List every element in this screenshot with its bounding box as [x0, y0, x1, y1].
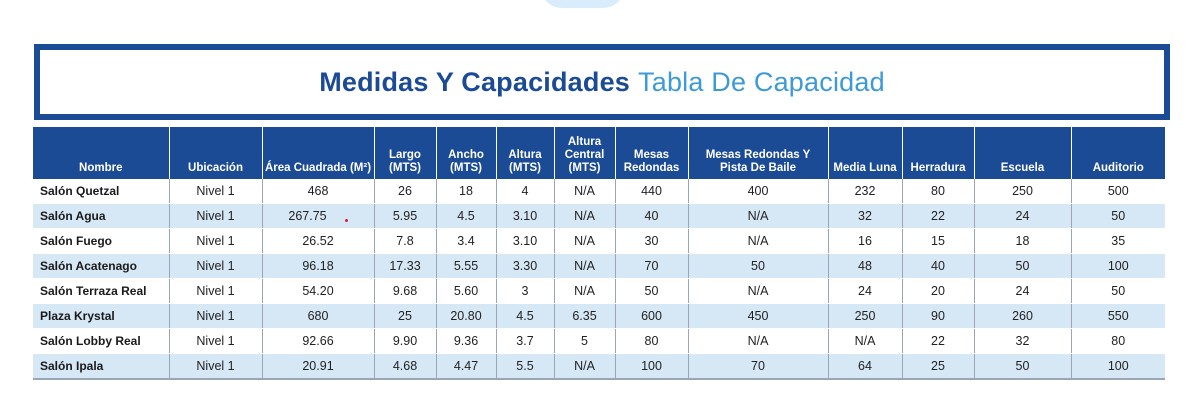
cell-text: 25	[398, 309, 412, 323]
cell-text: 50	[644, 284, 659, 298]
column-header: Ubicación	[169, 127, 262, 179]
cell-text: 250	[1012, 184, 1033, 198]
table-cell	[615, 179, 688, 204]
table-cell	[828, 254, 902, 279]
cell-text: 4.68	[392, 359, 418, 373]
cell-text: 3	[521, 284, 529, 298]
cell-text: 17.33	[389, 259, 421, 273]
table-cell	[615, 204, 688, 229]
table-cell	[828, 329, 902, 354]
table-cell	[554, 304, 615, 329]
cell-text: 4.47	[453, 359, 479, 373]
table-cell	[828, 354, 902, 380]
table-cell	[688, 204, 828, 229]
cell-text: 20.91	[302, 359, 334, 373]
table-cell	[688, 254, 828, 279]
cell-text: 20.80	[450, 309, 482, 323]
cell-text: 5.55	[453, 259, 479, 273]
table-cell	[974, 229, 1071, 254]
table-cell	[554, 254, 615, 279]
cell-text: 5.60	[453, 284, 479, 298]
table-cell	[1071, 229, 1165, 254]
cell-text: 50	[1015, 259, 1030, 273]
table-cell	[436, 254, 496, 279]
table-cell	[974, 304, 1071, 329]
cell-text: 70	[751, 359, 765, 373]
decorative-shape	[540, 0, 625, 8]
cell-text: 9.68	[392, 284, 418, 298]
table-row	[33, 304, 1165, 329]
cell-text: 468	[307, 184, 329, 198]
table-cell	[974, 254, 1071, 279]
cell-text: Nivel 1	[196, 259, 235, 273]
cell-text: 16	[858, 234, 872, 248]
table-cell	[1071, 329, 1165, 354]
cell-text: N/A	[747, 284, 769, 298]
table-cell	[554, 204, 615, 229]
cell-text: 3.4	[457, 234, 475, 248]
column-header: Escuela	[974, 127, 1071, 179]
cell-text: 4.5	[457, 209, 475, 223]
table-cell	[1071, 279, 1165, 304]
table-cell	[436, 204, 496, 229]
table-cell	[436, 229, 496, 254]
table-cell	[554, 229, 615, 254]
table-cell	[902, 354, 974, 380]
column-header: Nombre	[33, 127, 169, 179]
table-cell	[169, 304, 262, 329]
table-header-row	[33, 127, 1165, 179]
cell-text: 5.5	[516, 359, 534, 373]
table-cell	[436, 354, 496, 380]
table-cell	[169, 279, 262, 304]
table-cell	[262, 229, 374, 254]
table-cell	[615, 329, 688, 354]
cell-text: 100	[1107, 359, 1129, 373]
table-cell	[374, 279, 436, 304]
cell-text: Salón Acatenago	[40, 259, 137, 273]
cell-text: 50	[1015, 359, 1030, 373]
table-cell	[688, 229, 828, 254]
table-cell	[688, 179, 828, 204]
title-banner	[34, 44, 1170, 120]
cell-text: 3.10	[512, 209, 538, 223]
table-cell	[974, 204, 1071, 229]
table-cell	[1071, 254, 1165, 279]
table-cell	[688, 329, 828, 354]
title-bold: Medidas Y Capacidades	[319, 66, 631, 97]
table-cell	[615, 254, 688, 279]
cell-text: 30	[644, 234, 659, 248]
table-cell	[615, 304, 688, 329]
cell-text: Nivel 1	[196, 334, 235, 348]
cell-text: 9.36	[453, 334, 479, 348]
table-cell	[554, 179, 615, 204]
table-body	[33, 179, 1165, 379]
cell-text: 92.66	[302, 334, 334, 348]
table-cell	[436, 304, 496, 329]
cell-text: 4	[521, 184, 529, 198]
capacity-table-container	[33, 127, 1165, 380]
room-name-cell	[33, 229, 169, 254]
column-header: Área Cuadrada (M²)	[262, 127, 374, 179]
cell-text: N/A	[854, 334, 876, 348]
table-cell	[496, 304, 554, 329]
column-header: Ancho (MTS)	[436, 127, 496, 179]
table-cell	[374, 254, 436, 279]
cell-text: N/A	[747, 234, 769, 248]
cell-text: 440	[641, 184, 662, 198]
column-header: Altura Central (MTS)	[554, 127, 615, 179]
table-cell	[262, 304, 374, 329]
cell-text: 500	[1107, 184, 1129, 198]
room-name-cell	[33, 279, 169, 304]
table-cell	[374, 304, 436, 329]
cell-text: 18	[459, 184, 473, 198]
cell-text: Salón Ipala	[40, 359, 104, 373]
cell-text: 267.75	[288, 209, 327, 223]
table-cell	[828, 204, 902, 229]
table-cell	[688, 354, 828, 380]
table-cell	[974, 279, 1071, 304]
cell-text: Nivel 1	[196, 284, 235, 298]
table-cell	[1071, 179, 1165, 204]
table-cell	[974, 329, 1071, 354]
table-cell	[902, 279, 974, 304]
cell-text: Nivel 1	[196, 309, 235, 323]
cell-text: 50	[1111, 284, 1126, 298]
table-cell	[974, 354, 1071, 380]
cell-text: 22	[931, 334, 945, 348]
table-cell	[974, 179, 1071, 204]
cell-text: 24	[1015, 209, 1030, 223]
cell-text: 80	[931, 184, 945, 198]
table-row	[33, 354, 1165, 380]
table-cell	[902, 304, 974, 329]
cell-text: 24	[858, 284, 872, 298]
cell-text: 3.10	[512, 234, 538, 248]
cell-text: 64	[858, 359, 872, 373]
table-cell	[688, 279, 828, 304]
table-row	[33, 254, 1165, 279]
cell-text: 80	[1111, 334, 1126, 348]
table-cell	[902, 329, 974, 354]
cell-text: N/A	[574, 234, 595, 248]
cell-text: Nivel 1	[196, 234, 235, 248]
table-cell	[496, 204, 554, 229]
table-cell	[902, 254, 974, 279]
cell-text: 26.52	[302, 234, 334, 248]
cell-text: 24	[1015, 284, 1030, 298]
cell-text: Nivel 1	[196, 184, 235, 198]
table-cell	[436, 179, 496, 204]
table-cell	[262, 179, 374, 204]
cell-text: 50	[1111, 209, 1126, 223]
cell-text: 260	[1012, 309, 1033, 323]
table-cell	[436, 279, 496, 304]
cell-text: 5	[581, 334, 588, 348]
table-cell	[1071, 354, 1165, 380]
cell-text: 400	[747, 184, 769, 198]
cell-text: N/A	[574, 259, 595, 273]
cell-text: 6.35	[572, 309, 597, 323]
table-cell	[169, 329, 262, 354]
table-cell	[169, 204, 262, 229]
cell-text: 100	[641, 359, 662, 373]
table-cell	[496, 254, 554, 279]
room-name-cell	[33, 204, 169, 229]
room-name-cell	[33, 354, 169, 380]
table-cell	[554, 354, 615, 380]
cell-text: Salón Fuego	[40, 234, 112, 248]
table-cell	[374, 354, 436, 380]
room-name-cell	[33, 179, 169, 204]
table-cell	[828, 179, 902, 204]
cell-text: 54.20	[302, 284, 334, 298]
column-header: Mesas Redondas Y Pista De Baile	[688, 127, 828, 179]
cell-text: 7.8	[396, 234, 414, 248]
cell-text: 40	[644, 209, 659, 223]
table-cell	[688, 304, 828, 329]
cell-text: 50	[751, 259, 765, 273]
cell-text: 4.5	[516, 309, 534, 323]
cell-text: 250	[854, 309, 876, 323]
table-row	[33, 329, 1165, 354]
table-cell	[902, 179, 974, 204]
room-name-cell	[33, 254, 169, 279]
cell-text: 96.18	[302, 259, 334, 273]
room-name-cell	[33, 329, 169, 354]
table-cell	[374, 179, 436, 204]
column-header: Auditorio	[1071, 127, 1165, 179]
title-light: Tabla De Capacidad	[638, 66, 885, 97]
cell-text: 5.95	[392, 209, 418, 223]
table-cell	[374, 229, 436, 254]
cell-text: 680	[307, 309, 329, 323]
table-row	[33, 229, 1165, 254]
table-cell	[902, 229, 974, 254]
cell-text: N/A	[747, 334, 769, 348]
cell-text: 600	[641, 309, 662, 323]
cell-text: Salón Agua	[40, 209, 106, 223]
column-header: Herradura	[902, 127, 974, 179]
table-cell	[902, 204, 974, 229]
cell-text: 25	[931, 359, 945, 373]
page-title	[319, 67, 885, 98]
cell-text: 35	[1111, 234, 1126, 248]
table-cell	[828, 304, 902, 329]
cell-text: 232	[854, 184, 876, 198]
cell-text: 22	[931, 209, 945, 223]
table-cell	[615, 279, 688, 304]
cell-text: Salón Lobby Real	[40, 334, 141, 348]
table-cell	[554, 279, 615, 304]
cell-text: Salón Terraza Real	[40, 284, 147, 298]
column-header: Media Luna	[828, 127, 902, 179]
capacity-table	[33, 127, 1165, 380]
table-cell	[615, 354, 688, 380]
cell-text: 32	[858, 209, 872, 223]
cell-text: 26	[398, 184, 412, 198]
table-row	[33, 204, 1165, 229]
column-header: Largo (MTS)	[374, 127, 436, 179]
cell-text: 90	[931, 309, 945, 323]
cell-text: 48	[858, 259, 872, 273]
table-row	[33, 279, 1165, 304]
cell-text: 70	[644, 259, 659, 273]
table-row	[33, 179, 1165, 204]
table-cell	[436, 329, 496, 354]
table-cell	[169, 354, 262, 380]
table-cell	[828, 229, 902, 254]
table-cell	[554, 329, 615, 354]
cell-text: N/A	[574, 209, 595, 223]
table-cell	[374, 329, 436, 354]
table-cell	[262, 204, 374, 229]
cell-text: Nivel 1	[196, 209, 235, 223]
table-cell	[615, 229, 688, 254]
cell-text: 450	[747, 309, 769, 323]
table-cell	[169, 254, 262, 279]
column-header: Altura (MTS)	[496, 127, 554, 179]
table-cell	[496, 179, 554, 204]
table-cell	[496, 229, 554, 254]
table-cell	[262, 354, 374, 380]
cell-text: 40	[931, 259, 945, 273]
table-cell	[1071, 204, 1165, 229]
cell-text: 100	[1107, 259, 1129, 273]
table-cell	[496, 354, 554, 380]
cell-text: 3.30	[512, 259, 538, 273]
table-cell	[262, 329, 374, 354]
cell-text: 3.7	[516, 334, 534, 348]
cell-text: Nivel 1	[196, 359, 235, 373]
table-cell	[262, 254, 374, 279]
cell-text: 32	[1015, 334, 1030, 348]
table-cell	[1071, 304, 1165, 329]
cell-text: 9.90	[392, 334, 418, 348]
cell-text: 80	[644, 334, 659, 348]
column-header: Mesas Redondas	[615, 127, 688, 179]
cell-text: 20	[931, 284, 945, 298]
table-cell	[374, 204, 436, 229]
cell-text: Salón Quetzal	[40, 184, 120, 198]
room-name-cell	[33, 304, 169, 329]
red-dot-mark	[345, 219, 348, 222]
cell-text: N/A	[574, 359, 595, 373]
table-cell	[169, 179, 262, 204]
table-cell	[496, 279, 554, 304]
cell-text: N/A	[574, 184, 595, 198]
table-cell	[496, 329, 554, 354]
cell-text: N/A	[574, 284, 595, 298]
table-cell	[262, 279, 374, 304]
cell-text: Plaza Krystal	[40, 309, 115, 323]
cell-text: 550	[1107, 309, 1129, 323]
table-cell	[169, 229, 262, 254]
table-cell	[828, 279, 902, 304]
cell-text: N/A	[747, 209, 769, 223]
cell-text: 15	[931, 234, 945, 248]
cell-text: 18	[1015, 234, 1030, 248]
